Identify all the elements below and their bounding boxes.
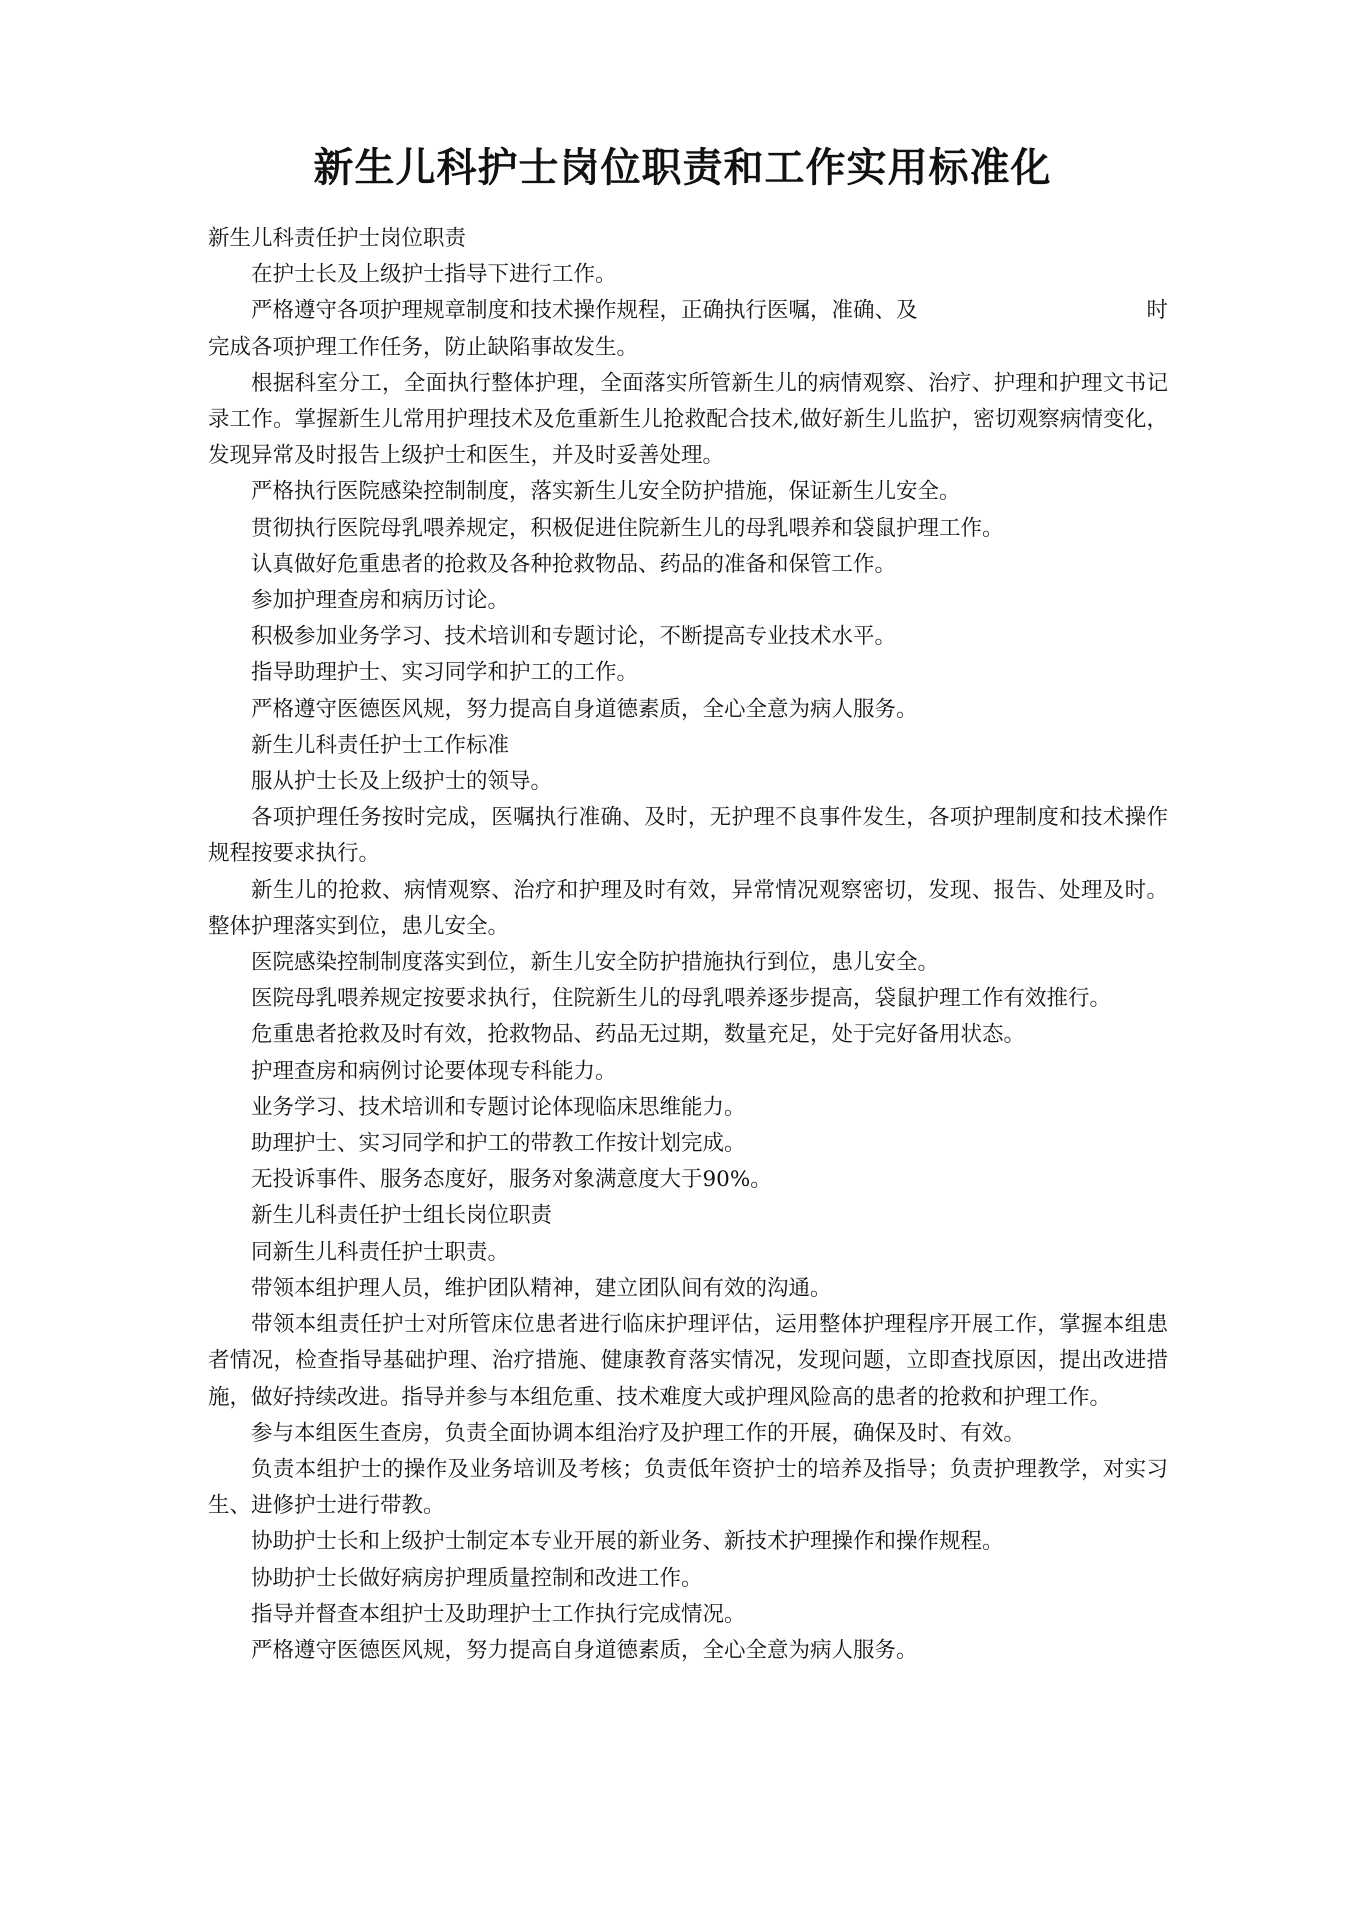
document-body	[208, 221, 1168, 1669]
paragraph-continuation: 完成各项护理工作任务，防止缺陷事故发生。	[208, 334, 639, 360]
paragraph: 助理护士、实习同学和护工的带教工作按计划完成。	[251, 1131, 746, 1157]
paragraph: 积极参加业务学习、技术培训和专题讨论，不断提高专业技术水平。	[251, 624, 897, 650]
paragraph: 危重患者抢救及时有效，抢救物品、药品无过期，数量充足，处于完好备用状态。	[251, 1022, 1026, 1048]
paragraph: 指导并督查本组护士及助理护士工作执行完成情况。	[251, 1601, 746, 1627]
section-heading: 新生儿科责任护士工作标准	[251, 732, 510, 758]
paragraph: 新生儿的抢救、病情观察、治疗和护理及时有效，异常情况观察密切，发现、报告、处理及时。整体护理落实到位，患儿安全。	[208, 877, 1168, 939]
paragraph: 各项护理任务按时完成，医嘱执行准确、及时，无护理不良事件发生，各项护理制度和技术操作规程按要求执行。	[208, 805, 1168, 867]
paragraph-first-line	[208, 293, 1168, 329]
paragraph: 协助护士长和上级护士制定本专业开展的新业务、新技术护理操作和操作规程。	[251, 1529, 1004, 1555]
paragraph: 参与本组医生查房，负责全面协调本组治疗及护理工作的开展，确保及时、有效。	[251, 1420, 1026, 1446]
paragraph: 认真做好危重患者的抢救及各种抢救物品、药品的准备和保管工作。	[251, 551, 897, 577]
paragraph: 护理查房和病例讨论要体现专科能力。	[251, 1058, 617, 1084]
paragraph-line-right: 时	[1146, 298, 1168, 324]
paragraph-line-left: 严格遵守各项护理规章制度和技术操作规程，正确执行医嘱，准确、及	[251, 298, 918, 324]
paragraph: 业务学习、技术培训和专题讨论体现临床思维能力。	[251, 1094, 746, 1120]
paragraph: 带领本组责任护士对所管床位患者进行临床护理评估，运用整体护理程序开展工作，掌握本组患者情况，检查指导基础护理、治疗措施、健康教育落实情况，发现问题，立即查找原因，提出改进措施，做好持续改进。指导并参与本组危重、技术难度大或护理风险高的患者的抢救和护理工作。	[208, 1312, 1168, 1410]
paragraph: 在护士长及上级护士指导下进行工作。	[251, 262, 617, 288]
document-title: 新生儿科护士岗位职责和工作实用标准化	[313, 144, 1052, 191]
paragraph	[208, 293, 1168, 365]
paragraph: 医院母乳喂养规定按要求执行，住院新生儿的母乳喂养逐步提高，袋鼠护理工作有效推行。	[251, 986, 1112, 1012]
paragraph: 根据科室分工，全面执行整体护理，全面落实所管新生儿的病情观察、治疗、护理和护理文书记录工作。掌握新生儿常用护理技术及危重新生儿抢救配合技术,做好新生儿监护，密切观察病情变化，发现异常及时报告上级护士和医生，并及时妥善处理。	[208, 370, 1168, 469]
paragraph: 负责本组护士的操作及业务培训及考核；负责低年资护士的培养及指导；负责护理教学，对实习生、进修护士进行带教。	[208, 1456, 1168, 1519]
paragraph: 服从护士长及上级护士的领导。	[251, 769, 553, 795]
paragraph: 严格执行医院感染控制制度，落实新生儿安全防护措施，保证新生儿安全。	[251, 479, 961, 505]
paragraph: 参加护理查房和病历讨论。	[251, 588, 510, 614]
paragraph: 严格遵守医德医风规，努力提高自身道德素质，全心全意为病人服务。	[251, 696, 918, 722]
paragraph: 贯彻执行医院母乳喂养规定，积极促进住院新生儿的母乳喂养和袋鼠护理工作。	[251, 515, 1004, 541]
paragraph: 严格遵守医德医风规，努力提高自身道德素质，全心全意为病人服务。	[251, 1637, 918, 1663]
paragraph: 同新生儿科责任护士职责。	[251, 1239, 510, 1265]
paragraph: 指导助理护士、实习同学和护工的工作。	[251, 660, 639, 686]
paragraph: 带领本组护理人员，维护团队精神，建立团队间有效的沟通。	[251, 1275, 832, 1301]
paragraph: 医院感染控制制度落实到位，新生儿安全防护措施执行到位，患儿安全。	[251, 950, 940, 976]
section-heading: 新生儿科责任护士组长岗位职责	[251, 1203, 553, 1229]
paragraph: 协助护士长做好病房护理质量控制和改进工作。	[251, 1565, 703, 1591]
paragraph: 新生儿科责任护士岗位职责	[208, 226, 467, 251]
paragraph: 无投诉事件、服务态度好，服务对象满意度大于90%。	[251, 1167, 772, 1193]
